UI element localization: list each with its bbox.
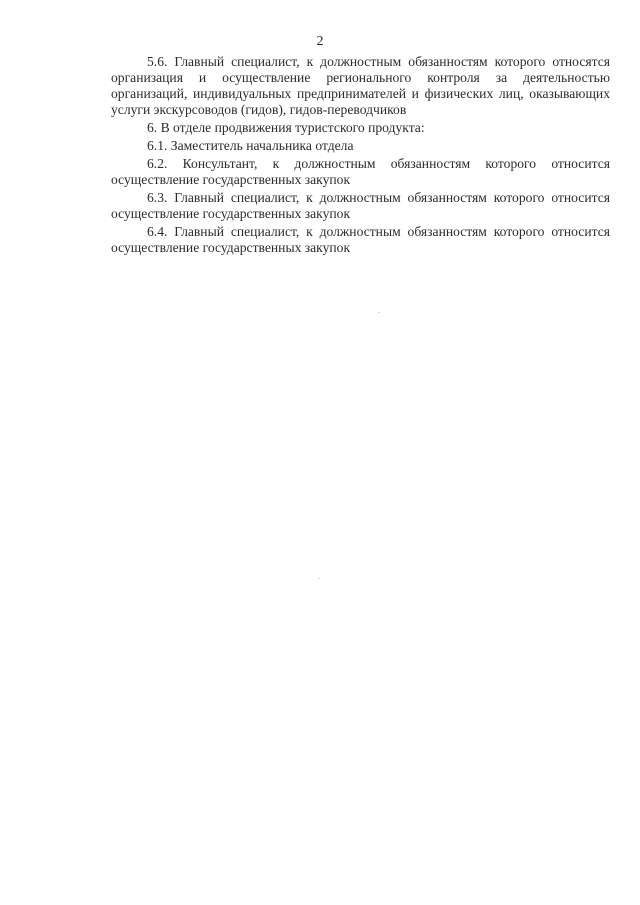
paragraph-6-3: 6.3. Главный специалист, к должностным обязанностям которого относится осуществление государственных закупок	[111, 190, 610, 221]
paragraph-5-6: 5.6. Главный специалист, к должностным обязанностям которого относятся организация и осуществление регионального контроля за деятельностью организаций, индивидуальных предпринимателей и физических лиц, оказывающих услуги экскурсоводов (гидов), гидов-переводчиков	[111, 54, 610, 117]
scan-speck	[318, 578, 320, 579]
paragraph-6-2: 6.2. Консультант, к должностным обязанностям которого относится осуществление государственных закупок	[111, 156, 610, 187]
paragraph-6: 6. В отделе продвижения туристского продукта:	[147, 120, 425, 135]
scan-speck	[378, 312, 380, 313]
page-number: 2	[316, 34, 324, 49]
document-body	[111, 54, 610, 258]
paragraph-6-4: 6.4. Главный специалист, к должностным обязанностям которого относится осуществление государственных закупок	[111, 224, 610, 255]
paragraph-6-1: 6.1. Заместитель начальника отдела	[147, 138, 354, 153]
